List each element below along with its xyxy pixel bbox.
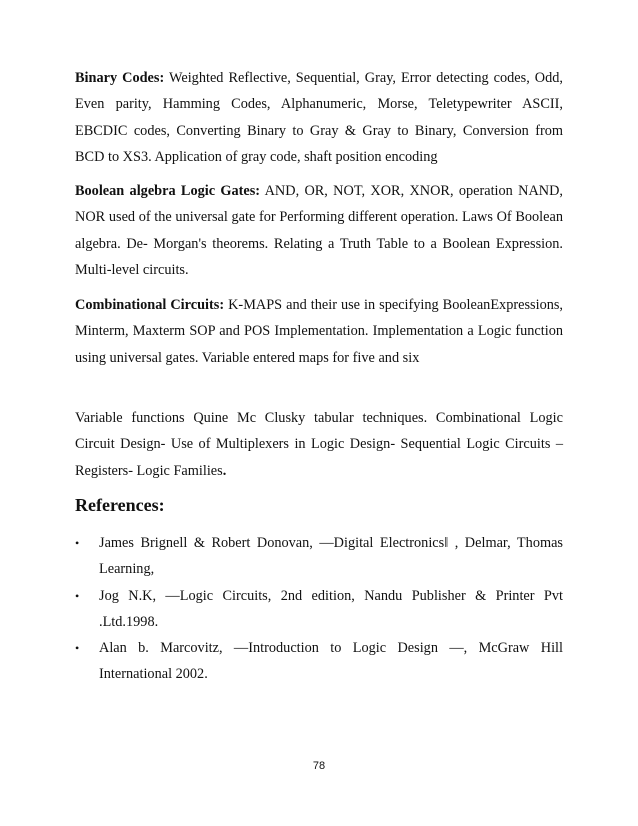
paragraph-binary-codes <box>75 65 563 170</box>
page-number: 78 <box>312 760 326 772</box>
paragraph-heading: Binary Codes: <box>75 70 165 86</box>
paragraph-end-mark: . <box>222 462 227 479</box>
reference-text: Alan b. Marcovitz, ―Introduction to Logic Design ―, McGraw Hill International 2002. <box>99 640 563 683</box>
paragraph-heading: Combinational Circuits: <box>75 297 225 313</box>
paragraph-heading: Boolean algebra Logic Gates: <box>75 183 261 199</box>
reference-item <box>75 530 563 583</box>
references-heading: References: <box>75 495 165 515</box>
bullet-icon: • <box>75 536 80 550</box>
paragraph-text: Weighted Reflective, Sequential, Gray, Error detecting codes, Odd, Even parity, Hamming Codes, Alphanumeric, Morse, Teletypewriter ASCII, EBCDIC codes, Converting Binary to Gray & Gray to Binary, Conversion from BCD to XS3. Application of gray code, shaft position encoding <box>75 70 563 165</box>
paragraph-text: AND, OR, NOT, XOR, XNOR, operation NAND, NOR used of the universal gate for Performing different operation. Laws Of Boolean algebra. De- Morgan's theorems. Relating a Truth Table to a Boolean Expression. Multi-level circuits. <box>75 183 563 278</box>
paragraph-text: K-MAPS and their use in specifying BooleanExpressions, Minterm, Maxterm SOP and POS Implementation. Implementation a Logic function using universal gates. Variable entered maps for five and six <box>75 297 563 366</box>
bullet-icon: • <box>75 641 80 656</box>
reference-text: Jog N.K, ―Logic Circuits, 2nd edition, Nandu Publisher & Printer Pvt .Ltd.1998. <box>99 587 563 630</box>
paragraph-boolean-algebra <box>75 178 563 283</box>
reference-item <box>75 583 563 636</box>
paragraph-text: Variable functions Quine Mc Clusky tabular techniques. Combinational Logic Circuit Design- Use of Multiplexers in Logic Design- Sequential Logic Circuits – Registers- Logic Families <box>75 410 563 479</box>
reference-item <box>75 635 563 688</box>
paragraph-combinational-circuits <box>75 292 563 371</box>
paragraph-variable-functions <box>75 405 563 484</box>
bullet-icon: • <box>75 588 80 603</box>
reference-text: James Brignell & Robert Donovan, ―Digital Electronics‖ , Delmar, Thomas Learning, <box>99 535 563 578</box>
references-list <box>75 530 563 688</box>
